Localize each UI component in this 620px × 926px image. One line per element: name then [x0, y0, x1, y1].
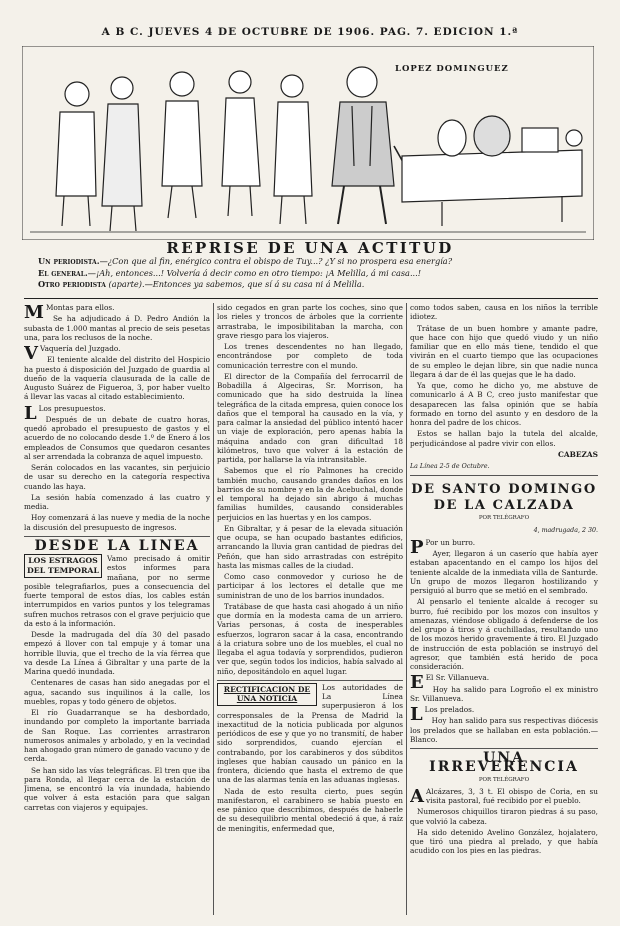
section-title: DESDE LA LINEA: [34, 537, 200, 554]
article-paragraph: Como caso conmovedor y curioso he de participar á los lectores el detalle que me suministran de uno de los barrios inundados.: [217, 572, 403, 600]
article-lead: L Los prelados.: [410, 704, 475, 725]
dialogue-line-2: El general.—¡Ah, entonces...! Volvería á decir como en otro tiempo: ¡A Melilla, á mi casa...!: [38, 267, 422, 278]
article-paragraph: Hoy ha salido para Logroño el ex ministro Sr. Villanueva.: [410, 684, 598, 703]
header-rule: [24, 298, 598, 299]
masthead: A B C. JUEVES 4 DE OCTUBRE DE 1906. PAG. 7. EDICION 1.ª: [101, 26, 519, 38]
article-paragraph: El teniente alcalde del distrito del Hospicio ha puesto á disposición del Juzgado de guardia al dueño de la vaquería clausurada de la calle de Augusto Suárez de Figueroa, 3, por haber vuelto á llevar las vacas al citado establecimiento.: [24, 355, 210, 402]
article-paragraph: sido cegados en gran parte los coches, sino que los rieles y troncos de árboles que la corriente arrastraba, le imposibilitaban la marcha, con grave riesgo para los viajeros.: [217, 303, 403, 340]
subsection-box-title: RECTIFICACION DE UNA NOTICIA: [217, 683, 317, 706]
article-paragraph: Serán colocados en las vacantes, sin perjuicio de usar su derecho en la categoría respectiva cuando las haya.: [24, 463, 210, 491]
article-paragraph: Desde la madrugada del día 30 del pasado empezó á llover con tal empuje y á tomar una horrible lluvia, que el trecho de la vía férrea que va desde La Línea á Gibraltar y una parte de la Marina quedó inundada.: [24, 630, 210, 676]
article-paragraph: Hoy han salido para sus respectivas diócesis los prelados que se hallaban en esta población.—Blanco.: [410, 716, 598, 744]
dateline: La Línea 2-5 de Octubre.: [410, 463, 490, 470]
editorial-cartoon: [22, 46, 594, 240]
section-title: UNA IRREVERENCIA: [429, 750, 579, 776]
byline-signature: CABEZAS: [558, 449, 598, 459]
article-lead: P Por un burro.: [410, 536, 476, 558]
article-paragraph: Hoy comenzará á las nueve y media de la noche la discusión del presupuesto de ingresos.: [24, 513, 210, 532]
article-lead: A Alcázares, 3, 3 t. El obispo de Coria, en su visita pastoral, fué recibido por el pueblo.: [410, 785, 598, 807]
column-1: [24, 303, 210, 919]
section-divider: [217, 680, 403, 681]
telegraph-label: POR TELÉGRAFO: [478, 515, 530, 522]
section-divider: [410, 748, 598, 749]
article-paragraph: Los trenes descendentes no han llegado, encontrándose por completo de toda comunicación terrestre con el mundo.: [217, 342, 403, 370]
article-paragraph: como todos saben, causa en los niños la terrible idiotez.: [410, 303, 598, 322]
article-paragraph: La sesión había comenzado á las cuatro y media.: [24, 492, 210, 511]
headline: REPRISE DE UNA ACTITUD: [166, 239, 454, 257]
figure-left-4: [222, 71, 260, 216]
figure-left-3: [162, 72, 202, 218]
figure-left-2: [102, 77, 142, 231]
article-paragraph: Ayer, llegaron á un caserío que había ayer estaban apacentando en el campo los hijos del teniente alcalde de la inmediata villa de Santurde. Un grupo de mozos llegaron hostilizando y persiguió al burro que se metió en el sembrado.: [410, 549, 598, 595]
article-lead: E El Sr. Villanueva.: [410, 672, 490, 694]
article-paragraph: Se ha adjudicado á D. Pedro Andión la subasta de 1.000 mantas al precio de seis pesetas una, para los reclusos de la noche.: [24, 314, 210, 342]
figure-left-1: [56, 82, 96, 226]
article-paragraph: Los autoridades de La Línea superpusieron á los corresponsales de la Prensa de Madrid la inexactitud de la noticia publicada por algunos periódicos de ese y que yo no transmití, de haber sido sorprendidos, cuando ejercían el contrabando, por los carabineros y dos súbditos ingleses que habían causado un pánico en la frontera, diciendo que hasta el extremo de que una de las alarmas tenía en las aduanas inglesas.: [217, 682, 403, 785]
column-divider: [213, 303, 214, 915]
article-paragraph: Trátase de un buen hombre y amante padre, que hace con hijo que quedó viudo y un niño familiar que en ello más tiene, tendido el que vivirán en el cuarto tiempo que las ocupaciones de su empleo le dejan libre, sin que nadie nunca llegara á dar de él las quejas que le ha dado.: [410, 323, 598, 379]
article-paragraph: Ha sido detenido Avelino González, hojalatero, que tiró una piedra al prelado, y que había acudido con los pies en las piedras.: [410, 827, 598, 856]
column-3: [410, 303, 598, 919]
article-paragraph: Sabemos que el río Palmones ha crecido también mucho, causando grandes daños en los barrios de su nombre y en la de Acebuchal, donde el temporal ha dejado sin abrigo á muchas familias humildes, causando considerables perjuicios en las huertas y en los campos.: [217, 466, 403, 522]
article-paragraph: Vamo precisado á omitir estos informes para mañana, por no serme posible telegrafiarlos, pues a consecuencia del fuerte temporal de estos días, los cables están interrumpidos en varios puntos y los telegramas sufren muchos retrasos con el grave perjuicio que da esto á la información.: [24, 554, 210, 628]
article-paragraph: Estos se hallan bajo la tutela del alcalde, perjudicándose al padre vivir con ellos.: [410, 429, 598, 448]
article-paragraph: El río Guadarranque se ha desbordado, inundando por completo la importante barriada de San Roque. Las corrientes arrastraron numerosos animales y arbolado, y en la vecindad han ahogado gran número de ganado vacuno y de cerda.: [24, 708, 210, 764]
article-paragraph: El director de la Compañía del ferrocarril de Bobadilla á Algeciras, Sr. Morrison, ha comunicado que ha sido destruida la línea telegráfica de la citada empresa, quien conoce los daños que el temporal ha causado en la vía, y para calmar la ansiedad del público intentó hacer un viaje de exploración, pero apenas había la máquina andado con gran dificultad 18 kilómetros, tuvo que volver á la estación de partida, por hallarse la vía intransitable.: [217, 371, 403, 464]
telegraph-label: POR TELÉGRAFO: [478, 776, 530, 783]
column-divider: [406, 303, 407, 915]
dialogue-line-3: Otro periodista (aparte).—Entonces ya sabemos, que sí á su casa ni á Melilla.: [38, 279, 365, 289]
subsection-box-title: LOS ESTRAGOS DEL TEMPORAL: [24, 554, 102, 578]
dialogue-line-1: Un periodista.—¿Con que al fin, enérgico contra el obispo de Tuy...? ¿Y si no prospera esa energía?: [38, 256, 453, 266]
article-paragraph: Se han sido las vías telegráficas. El tren que iba para Ronda, al llegar cerca de la estación de Jimena, se encontró la vía inundada, habiendo que volver á esta estación para que salgan carretas con viajeros y equipajes.: [24, 765, 210, 812]
article-paragraph: Ya que, como he dicho yo, me abstuve de comunicarlo á A B C, creo justo manifestar que desaparecen las falsa opinión que se había formado en torno del asunto y en desdoro de la honra del padre de los chicos.: [410, 381, 598, 427]
article-paragraph: Al pensarlo el teniente alcalde á recoger su burro, fué recibido por los mozos con insultos y amenazas, viéndose obligado á defenderse de los del grupo á tiros y á cuchilladas, resultando uno de los mozos herido gravemente á tiro. El Juzgado de instrucción de esta población se instruyó del agresor, que también está herido de poca consideración.: [410, 597, 598, 671]
dateline: 4, madrugada, 2 30.: [533, 526, 598, 534]
article-paragraph: Tratábase de que hasta casi ahogado á un niño que dormía en la modesta cama de un arriero. Varias personas, á costa de inesperables esfuerzos, lograron sacar á la casa, encontrando á la criatura sobre uno de los muebles, el cual no llegaba el agua todavía y sorprendidos, pudieron ver que, según todos los indicios, había salvado al niño, depositándolo en aquel lugar.: [217, 601, 403, 676]
article-paragraph: Nada de esto resulta cierto, pues según manifestaron, el carabinero se había puesto en ese pánico que describimos, después de haberle de su desequilibrio mental obedeció á que, á raíz de meningitis, enfermedad que,: [217, 786, 403, 833]
article-paragraph: Después de un debate de cuatro horas, quedó aprobado el presupuesto de gastos y el acuerdo de no colocando desde 1.º de Enero á los empleados de Consumos que quedaron cesantes al ser arrendada la cobranza de aquel impuesto.: [24, 414, 210, 461]
table-with-items: [402, 116, 582, 226]
article-paragraph: En Gibraltar, y á pesar de la elevada situación que ocupa, se han ocupado bastantes edificios, arrancando la lluvia gran cantidad de piedras del Peñón, que han sido arrastradas con estrépito hasta las mismas calles de la ciudad.: [217, 523, 403, 570]
article-lead: V Vaquería del Juzgado.: [24, 343, 121, 364]
column-2: [217, 303, 403, 919]
cartoon-dialogue: [38, 256, 598, 291]
article-paragraph: Numerosos chiquillos tiraron piedras á su paso, que volvió la cabeza.: [410, 807, 598, 826]
cartoon-caption: LOPEZ DOMINGUEZ: [395, 64, 509, 74]
article-paragraph: Centenares de casas han sido anegadas por el agua, sacando sus inquilinos á la calle, los muebles, ropas y todo género de objetos.: [24, 678, 210, 706]
figure-left-5: [274, 75, 312, 224]
section-divider: [24, 536, 210, 537]
section-title: DE SANTO DOMINGO DE LA CALZADA: [411, 482, 597, 514]
article-lead: M Montas para ellos.: [24, 303, 115, 323]
article-lead: L Los presupuestos.: [24, 402, 106, 424]
section-divider: [410, 475, 598, 476]
